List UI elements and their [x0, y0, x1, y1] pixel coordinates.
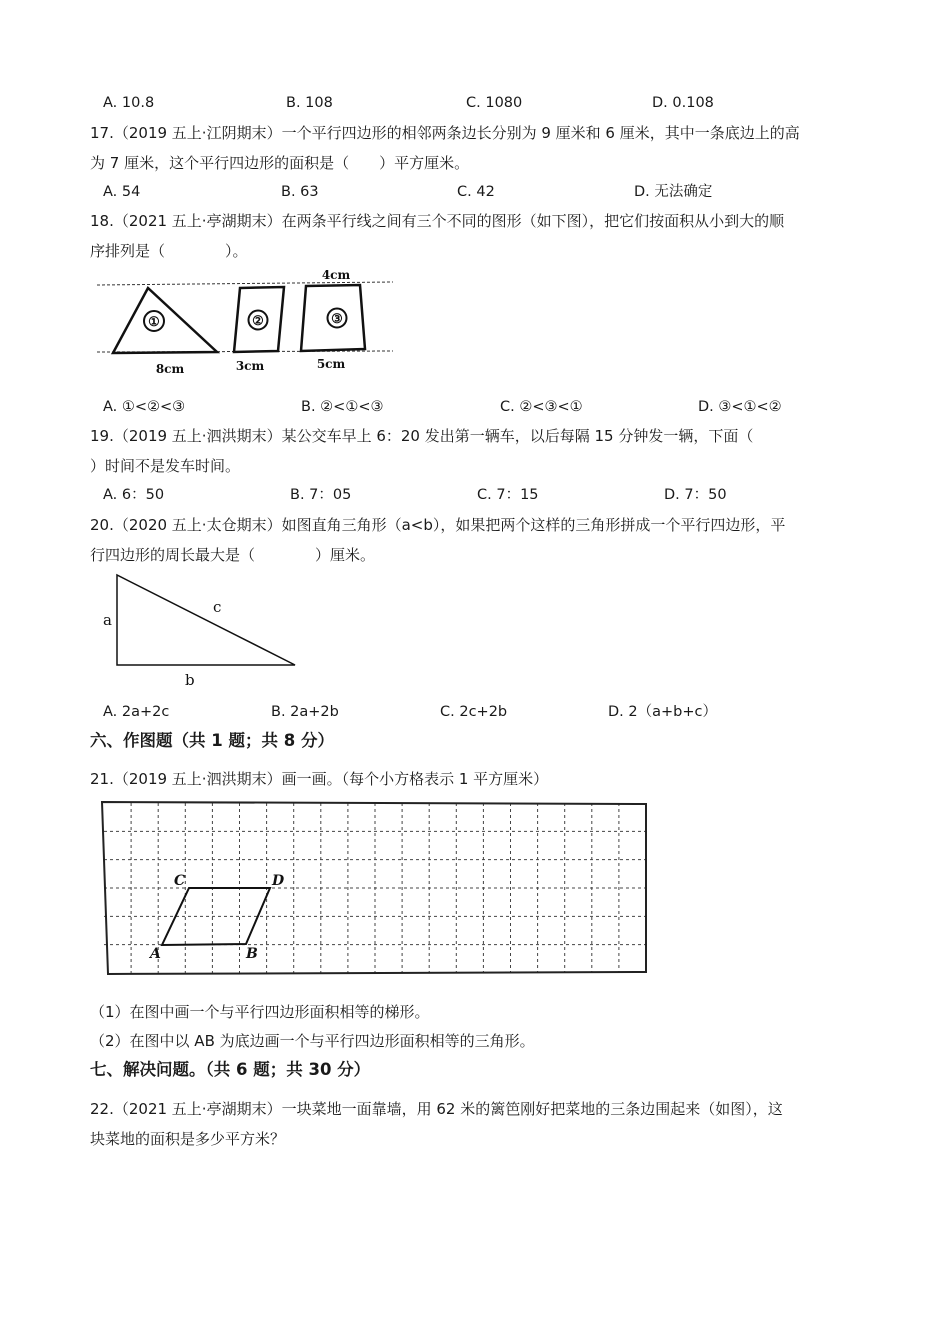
shape-1-label: ① [148, 315, 160, 330]
q18-option-c: C. ②<③<① [500, 399, 583, 415]
trapezoid-base-label: 5cm [316, 357, 346, 371]
q19-text-line1: 19.（2019 五上·泗洪期末）某公交车早上 6：20 发出第一辆车，以后每隔 15 分钟发一辆，下面（ [90, 427, 754, 445]
q18-option-d: D. ③<①<② [698, 399, 782, 415]
q17-option-b: B. 63 [281, 184, 319, 200]
right-triangle [117, 575, 295, 665]
q17-option-d: D. 无法确定 [634, 184, 713, 200]
q19-option-b: B. 7：05 [290, 487, 352, 503]
q20-figure [95, 570, 305, 690]
q16-option-c: C. 1080 [466, 95, 523, 111]
q17-text-line2: 为 7 厘米，这个平行四边形的面积是（ ）平方厘米。 [90, 154, 470, 172]
q16-option-a: A. 10.8 [103, 95, 155, 111]
q19-text-line2: ）时间不是发车时间。 [90, 457, 241, 475]
side-a-label: a [103, 611, 112, 629]
q21-text-line1: 21.（2019 五上·泗洪期末）画一画。（每个小方格表示 1 平方厘米） [90, 770, 549, 788]
q20-option-d: D. 2（a+b+c） [608, 704, 717, 720]
section-7-heading: 七、解决问题。（共 6 题；共 30 分） [90, 1060, 371, 1079]
q16-option-b: B. 108 [286, 95, 333, 111]
q17-option-c: C. 42 [457, 184, 495, 200]
q18-figure [95, 265, 400, 380]
vertex-c-label: C [174, 873, 186, 889]
q16-option-d: D. 0.108 [652, 95, 714, 111]
vertex-a-label: A [150, 946, 161, 962]
q21-sub2: （2）在图中以 AB 为底边画一个与平行四边形面积相等的三角形。 [90, 1032, 535, 1050]
grid-dashed-lines [104, 803, 646, 973]
q21-sub1: （1）在图中画一个与平行四边形面积相等的梯形。 [90, 1003, 430, 1021]
q17-text-line1: 17.（2019 五上·江阴期末）一个平行四边形的相邻两条边长分别为 9 厘米和 6 厘米，其中一条底边上的高 [90, 124, 800, 142]
q18-option-b: B. ②<①<③ [301, 399, 384, 415]
vertex-b-label: B [246, 946, 258, 962]
q18-text-line2: 序排列是（ ）。 [90, 242, 248, 260]
shape-2-label: ② [252, 314, 264, 329]
q19-option-a: A. 6：50 [103, 487, 165, 503]
q20-text-line2: 行四边形的周长最大是（ ）厘米。 [90, 546, 376, 564]
q21-grid-figure [100, 800, 650, 978]
vertex-d-label: D [272, 873, 285, 889]
q18-option-a: A. ①<②<③ [103, 399, 186, 415]
q20-text-line1: 20.（2020 五上·太仓期末）如图直角三角形（a<b），如果把两个这样的三角形拼成一个平行四边形，平 [90, 516, 786, 534]
q18-text-line1: 18.（2021 五上·亭湖期末）在两条平行线之间有三个不同的图形（如下图），把它们按面积从小到大的顺 [90, 212, 785, 230]
side-c-label: c [213, 598, 222, 616]
triangle-shape [113, 288, 217, 353]
q19-option-c: C. 7：15 [477, 487, 539, 503]
q22-text-line2: 块菜地的面积是多少平方米？ [90, 1130, 286, 1148]
triangle-base-label: 8cm [155, 362, 185, 376]
q19-option-d: D. 7：50 [664, 487, 727, 503]
q22-text-line1: 22.（2021 五上·亭湖期末）一块菜地一面靠墙，用 62 米的篱笆刚好把菜地的三条边围起来（如图），这 [90, 1100, 783, 1118]
top-length-label: 4cm [321, 268, 351, 282]
q20-option-c: C. 2c+2b [440, 704, 508, 720]
q17-option-a: A. 54 [103, 184, 141, 200]
parallelogram-base-label: 3cm [235, 359, 265, 373]
side-b-label: b [185, 671, 195, 689]
q20-option-b: B. 2a+2b [271, 704, 339, 720]
section-6-heading: 六、作图题（共 1 题；共 8 分） [90, 731, 334, 750]
shape-3-label: ③ [331, 312, 343, 327]
q20-option-a: A. 2a+2c [103, 704, 170, 720]
